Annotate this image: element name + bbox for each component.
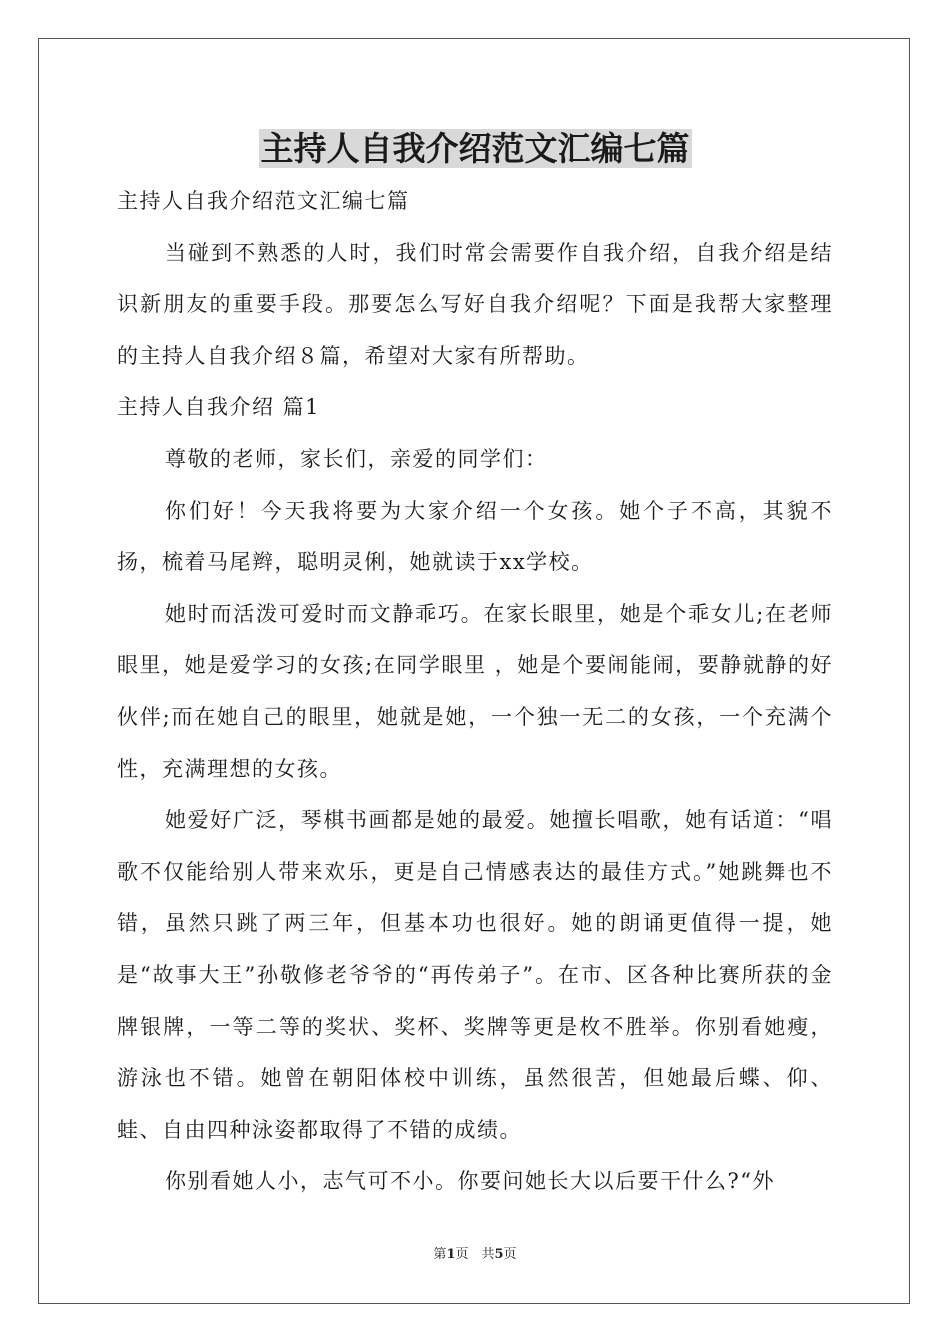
paragraph-body: 你别看她人小，志气可不小。你要问她长大以后要干什么?“外 — [165, 1169, 775, 1194]
footer-current-page: 1 — [446, 1247, 456, 1262]
document-title-text: 主持人自我介绍范文汇编七篇 — [260, 129, 690, 168]
document-title — [0, 126, 950, 172]
paragraph-greeting: 尊敬的老师，家长们，亲爱的同学们： — [165, 446, 548, 471]
page-footer — [0, 1246, 950, 1264]
footer-total-pages: 5 — [494, 1247, 504, 1262]
paragraph-subtitle: 主持人自我介绍范文汇编七篇 — [117, 189, 410, 213]
paragraph-body: 她时而活泼可爱时而文静乖巧。在家长眼里，她是个乖女儿;在老师眼里，她是爱学习的女孩;在同学眼里 ，她是个要闹能闹，要静就静的好伙伴;而在她自己的眼里，她就是她，一个独一无二的女孩，一个充满个性，充满理想的女孩。 — [117, 601, 833, 781]
paragraph-body: 你们好！今天我将要为大家介绍一个女孩。她个子不高，其貌不扬，梳着马尾辫，聪明灵俐，她就读于xx学校。 — [117, 498, 833, 575]
document-body — [117, 176, 833, 1208]
footer-mid: 页 共 — [455, 1247, 495, 1262]
paragraph-body: 她爱好广泛，琴棋书画都是她的最爱。她擅长唱歌，她有话道：“唱歌不仅能给别人带来欢乐，更是自己情感表达的最佳方式。”她跳舞也不错，虽然只跳了两三年，但基本功也很好。她的朗诵更值得一提，她是“故事大王”孙敬修老爷爷的“再传弟子”。在市、区各种比赛所获的金牌银牌，一等二等的奖状、奖杯、奖牌等更是枚不胜举。你别看她瘦，游泳也不错。她曾在朝阳体校中训练，虽然很苦，但她最后蝶、仰、蛙、自由四种泳姿都取得了不错的成绩。 — [117, 808, 833, 1142]
paragraph-intro: 当碰到不熟悉的人时，我们时常会需要作自我介绍，自我介绍是结识新朋友的重要手段。那要怎么写好自我介绍呢？下面是我帮大家整理的主持人自我介绍８篇，希望对大家有所帮助。 — [117, 240, 833, 368]
section-heading: 主持人自我介绍 篇1 — [117, 395, 321, 420]
footer-suffix: 页 — [503, 1247, 517, 1262]
footer-prefix: 第 — [433, 1247, 447, 1262]
